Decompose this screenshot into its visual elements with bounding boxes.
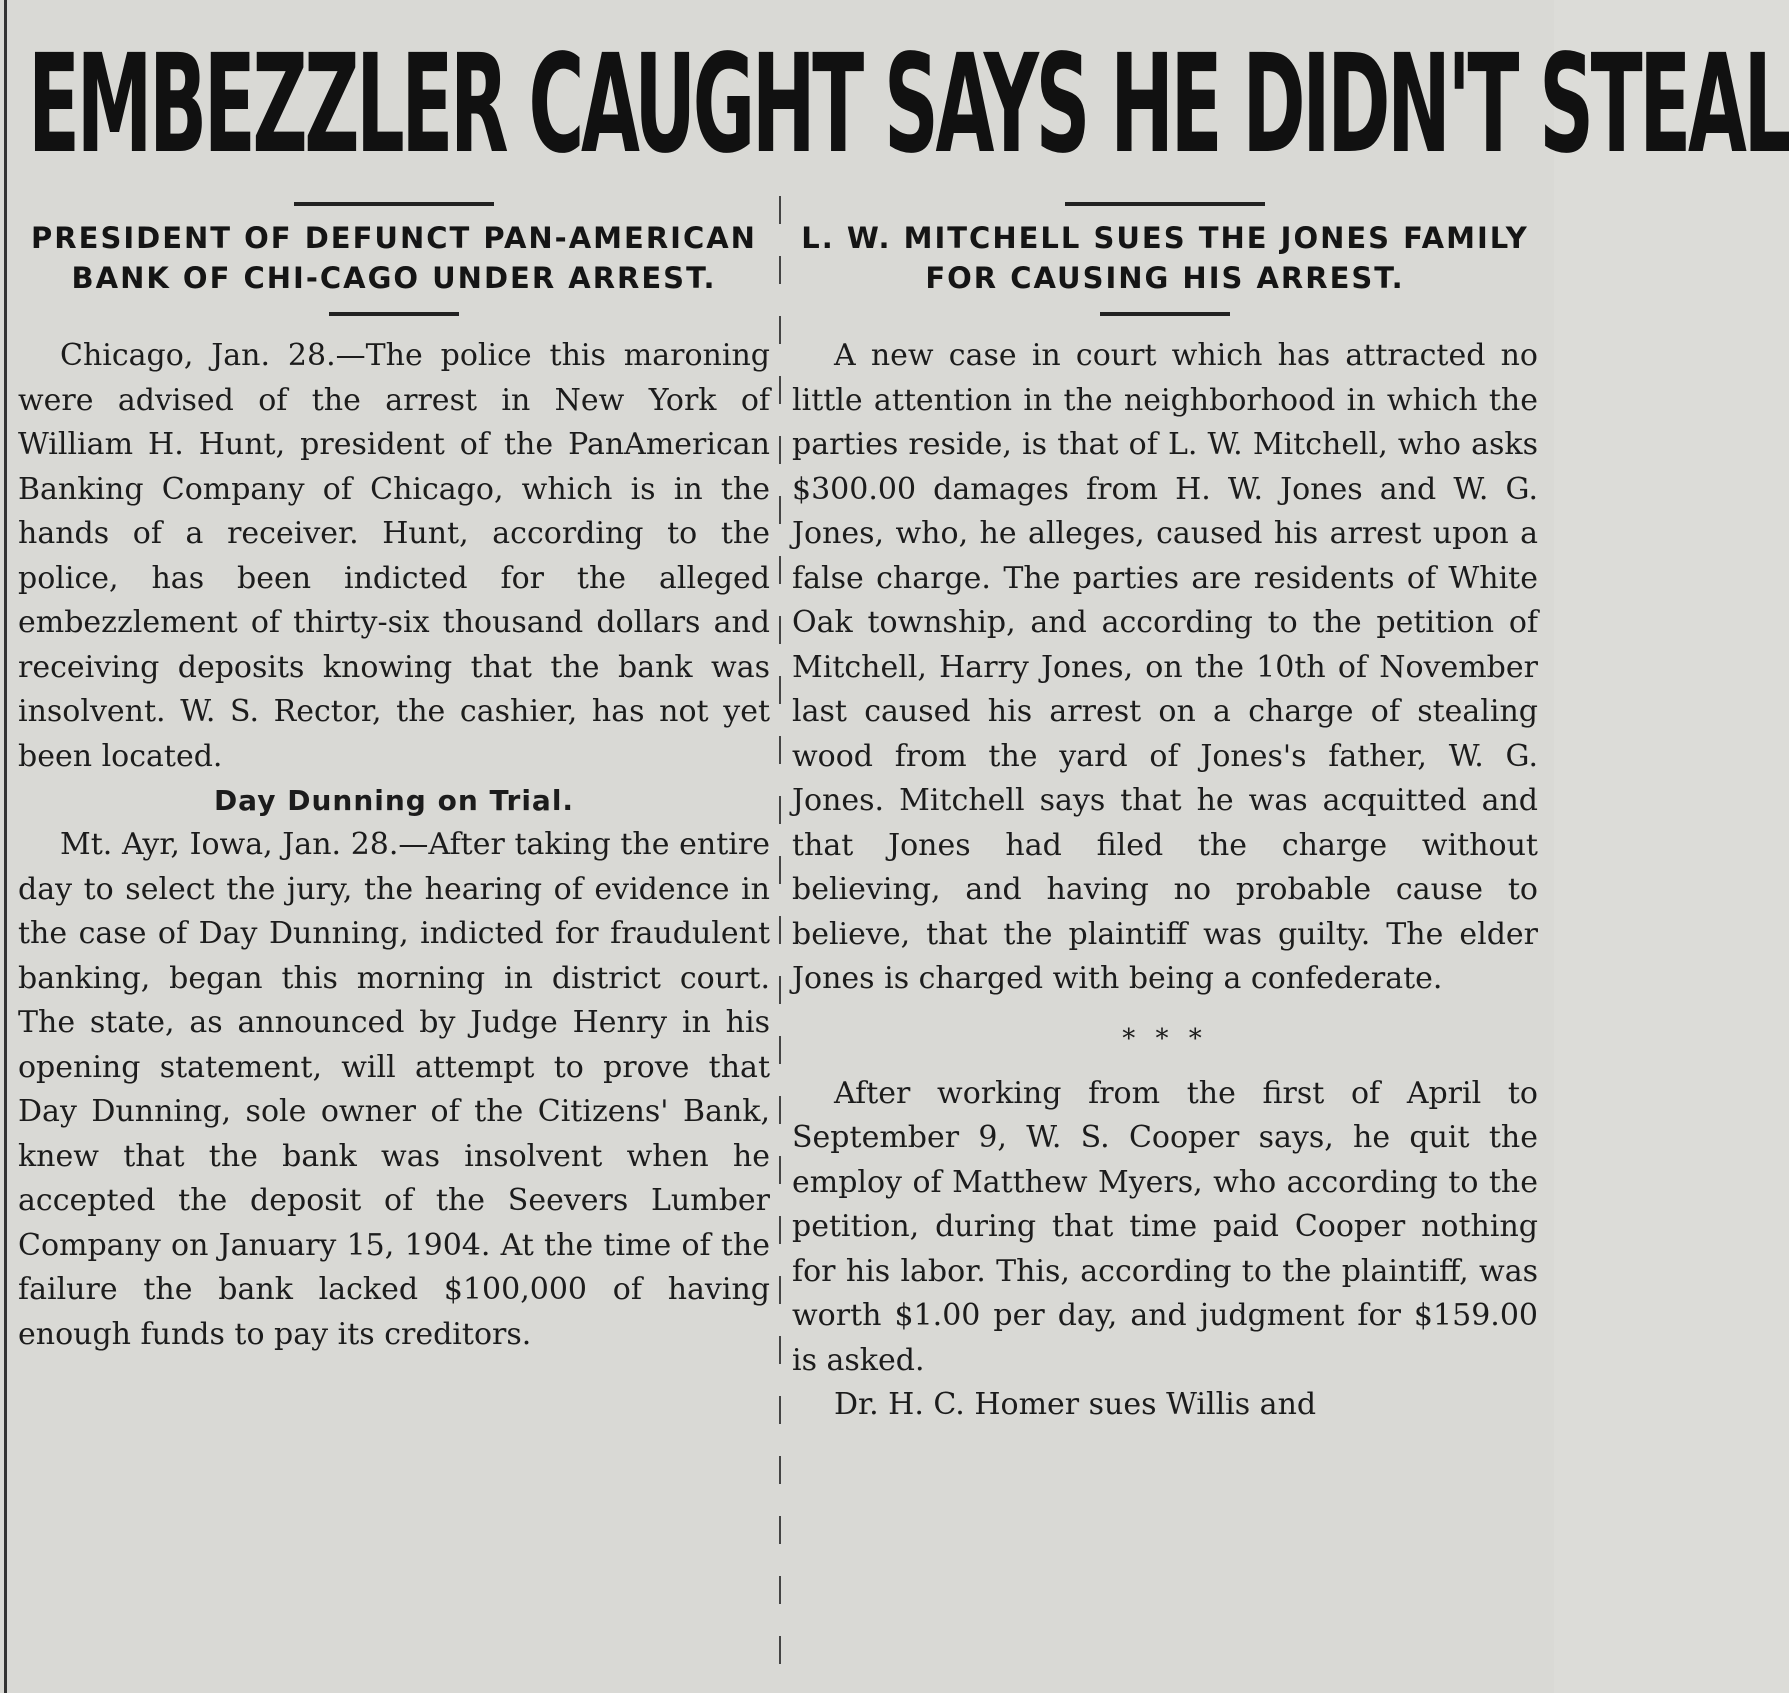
right-subhead: L. W. MITCHELL SUES THE JONES FAMILY FOR CAUSING HIS ARREST.: [801, 221, 1529, 295]
rule: [294, 202, 494, 206]
page-edge-line: [4, 0, 7, 1693]
dunning-trial-story: Mt. Ayr, Iowa, Jan. 28.—After taking the entire day to select the jury, the hearing of evidence in the case of Day Dunning, indicted for fraudulent banking, began this morning in district court. The state, as announced by Judge Henry in his opening statement, will attempt to prove that Day Dunning, sole owner of the Citizens' Bank, knew that the bank was insolvent when he accepted the deposit of the Seevers Lumber Company on January 15, 1904. At the time of the failure the bank lacked $100,000 of having enough funds to pay its creditors.: [18, 827, 770, 1352]
homer-suit-story: Dr. H. C. Homer sues Willis and: [834, 1387, 1317, 1422]
left-subhead: PRESIDENT OF DEFUNCT PAN-AMERICAN BANK OF CHI-CAGO UNDER ARREST.: [31, 221, 757, 295]
dunning-trial-head: Day Dunning on Trial.: [213, 784, 575, 817]
column-divider: [779, 196, 781, 1693]
rule: [1065, 202, 1265, 206]
rule: [329, 312, 459, 316]
cooper-suit-story: After working from the first of April to September 9, W. S. Cooper says, he quit the employ of Matthew Myers, who according to the petition, during that time paid Cooper nothing for his labor. This, according to the plaintiff, was worth $1.00 per day, and judgment for $159.00 is asked.: [792, 1075, 1538, 1378]
right-column: [792, 190, 1538, 1690]
left-column: [18, 190, 770, 1690]
right-article: [792, 334, 1538, 1428]
headline-container: [14, 10, 1789, 184]
left-article: [18, 334, 770, 1357]
mitchell-suit-story: A new case in court which has attracted no little attention in the neighborhood in which the parties reside, is that of L. W. Mitchell, who asks $300.00 damages from H. W. Jones and W. G. Jones, who, he alleges, caused his arrest upon a false charge. The parties are residents of White Oak township, and according to the petition of Mitchell, Harry Jones, on the 10th of November last caused his arrest on a charge of stealing wood from the yard of Jones's father, W. G. Jones. Mitchell says that he was acquitted and that Jones had filed the charge without believing, and having no probable cause to believe, that the plaintiff was guilty. The elder Jones is charged with being a confederate.: [792, 338, 1538, 996]
section-separator: * * *: [1122, 1023, 1208, 1054]
headline: EMBEZZLER CAUGHT SAYS HE DIDN'T STEAL: [28, 26, 1789, 184]
rule: [1100, 312, 1230, 316]
hunt-arrest-story: Chicago, Jan. 28.—The police this maroning were advised of the arrest in New York of William H. Hunt, president of the PanAmerican Banking Company of Chicago, which is in the hands of a receiver. Hunt, according to the police, has been indicted for the alleged embezzlement of thirty-six thousand dollars and receiving deposits knowing that the bank was insolvent. W. S. Rector, the cashier, has not yet been located.: [18, 338, 770, 774]
